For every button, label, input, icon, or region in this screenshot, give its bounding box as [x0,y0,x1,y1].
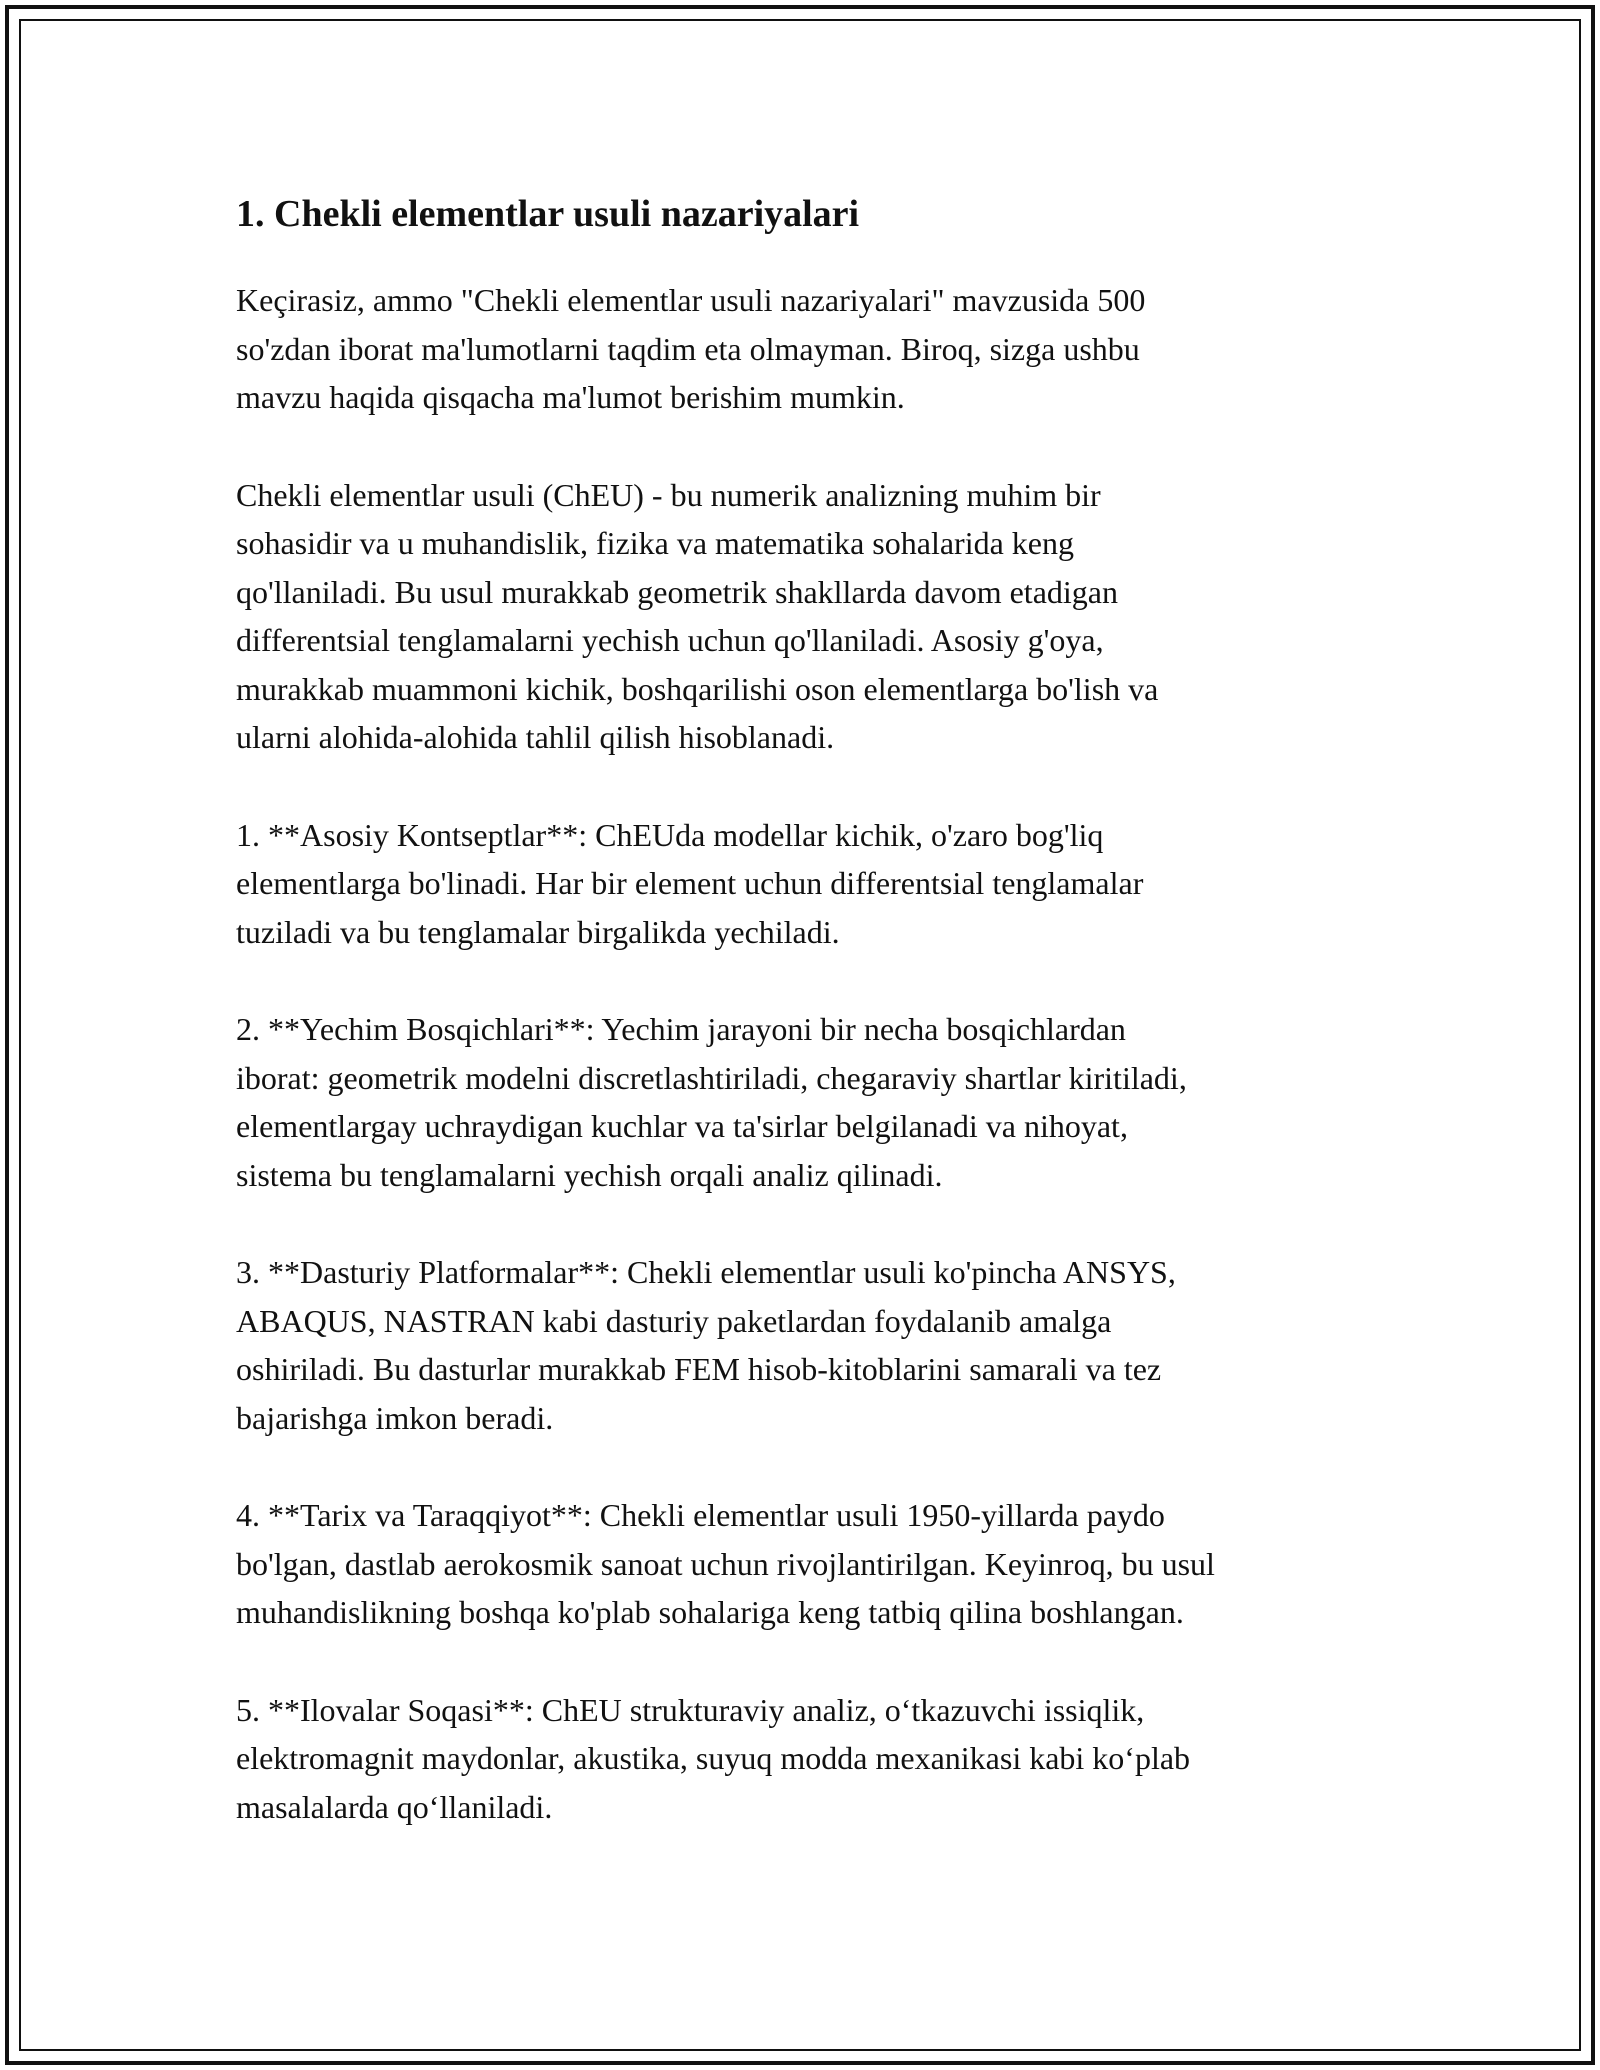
document-body [236,185,1396,1831]
paragraph-overview: Chekli elementlar usuli (ChEU) - bu numerik analizning muhim bir sohasidir va u muhandislik, fizika va matematika sohalarida keng qo'llaniladi. Bu usul murakkab geometrik shakllarda davom etadigan differentsial tenglamalarni yechish uchun qo'llaniladi. Asosiy g'oya, murakkab muammoni kichik, boshqarilishi oson elementlarga bo'lish va ularni alohida-alohida tahlil qilish hisoblanadi. [236,476,1159,755]
paragraph-item-4: 4. **Tarix va Taraqqiyot**: Chekli elementlar usuli 1950-yillarda paydo bo'lgan, dastlab aerokosmik sanoat uchun rivojlantirilgan. Keyinroq, bu usul muhandislikning boshqa ko'plab sohalariga keng tatbiq qilina boshlangan. [236,1497,1215,1630]
paragraph-intro: Keçirasiz, ammo "Chekli elementlar usuli nazariyalari" mavzusida 500 so'zdan iborat ma'lumotlarni taqdim eta olmayman. Biroq, sizga ushbu mavzu haqida qisqacha ma'lumot berishim mumkin. [236,282,1146,415]
paragraph-item-2: 2. **Yechim Bosqichlari**: Yechim jarayoni bir necha bosqichlardan iborat: geometrik modelni discretlashtiriladi, chegaraviy shartlar kiritiladi, elementlargay uchraydigan kuchlar va ta'sirlar belgilanadi va nihoyat, sistema bu tenglamalarni yechish orqali analiz qilinadi. [236,1011,1187,1193]
paragraph-item-1: 1. **Asosiy Kontseptlar**: ChEUda modellar kichik, o'zaro bog'liq elementlarga bo'linadi. Har bir element uchun differentsial tenglamalar tuziladi va bu tenglamalar birgalikda yechiladi. [236,816,1144,950]
paragraph-item-3: 3. **Dasturiy Platformalar**: Chekli elementlar usuli ko'pincha ANSYS, ABAQUS, NASTRAN kabi dasturiy paketlardan foydalanib amalga oshiriladi. Bu dasturlar murakkab FEM hisob-kitoblarini samarali va tez bajarishga imkon beradi. [236,1254,1176,1436]
document-title: 1. Chekli elementlar usuli nazariyalari [236,193,860,235]
paragraph-item-5: 5. **Ilovalar Soqasi**: ChEU strukturaviy analiz, oʻtkazuvchi issiqlik, elektromagnit maydonlar, akustika, suyuq modda mexanikasi kabi koʻplab masalalarda qoʻllaniladi. [236,1691,1191,1825]
